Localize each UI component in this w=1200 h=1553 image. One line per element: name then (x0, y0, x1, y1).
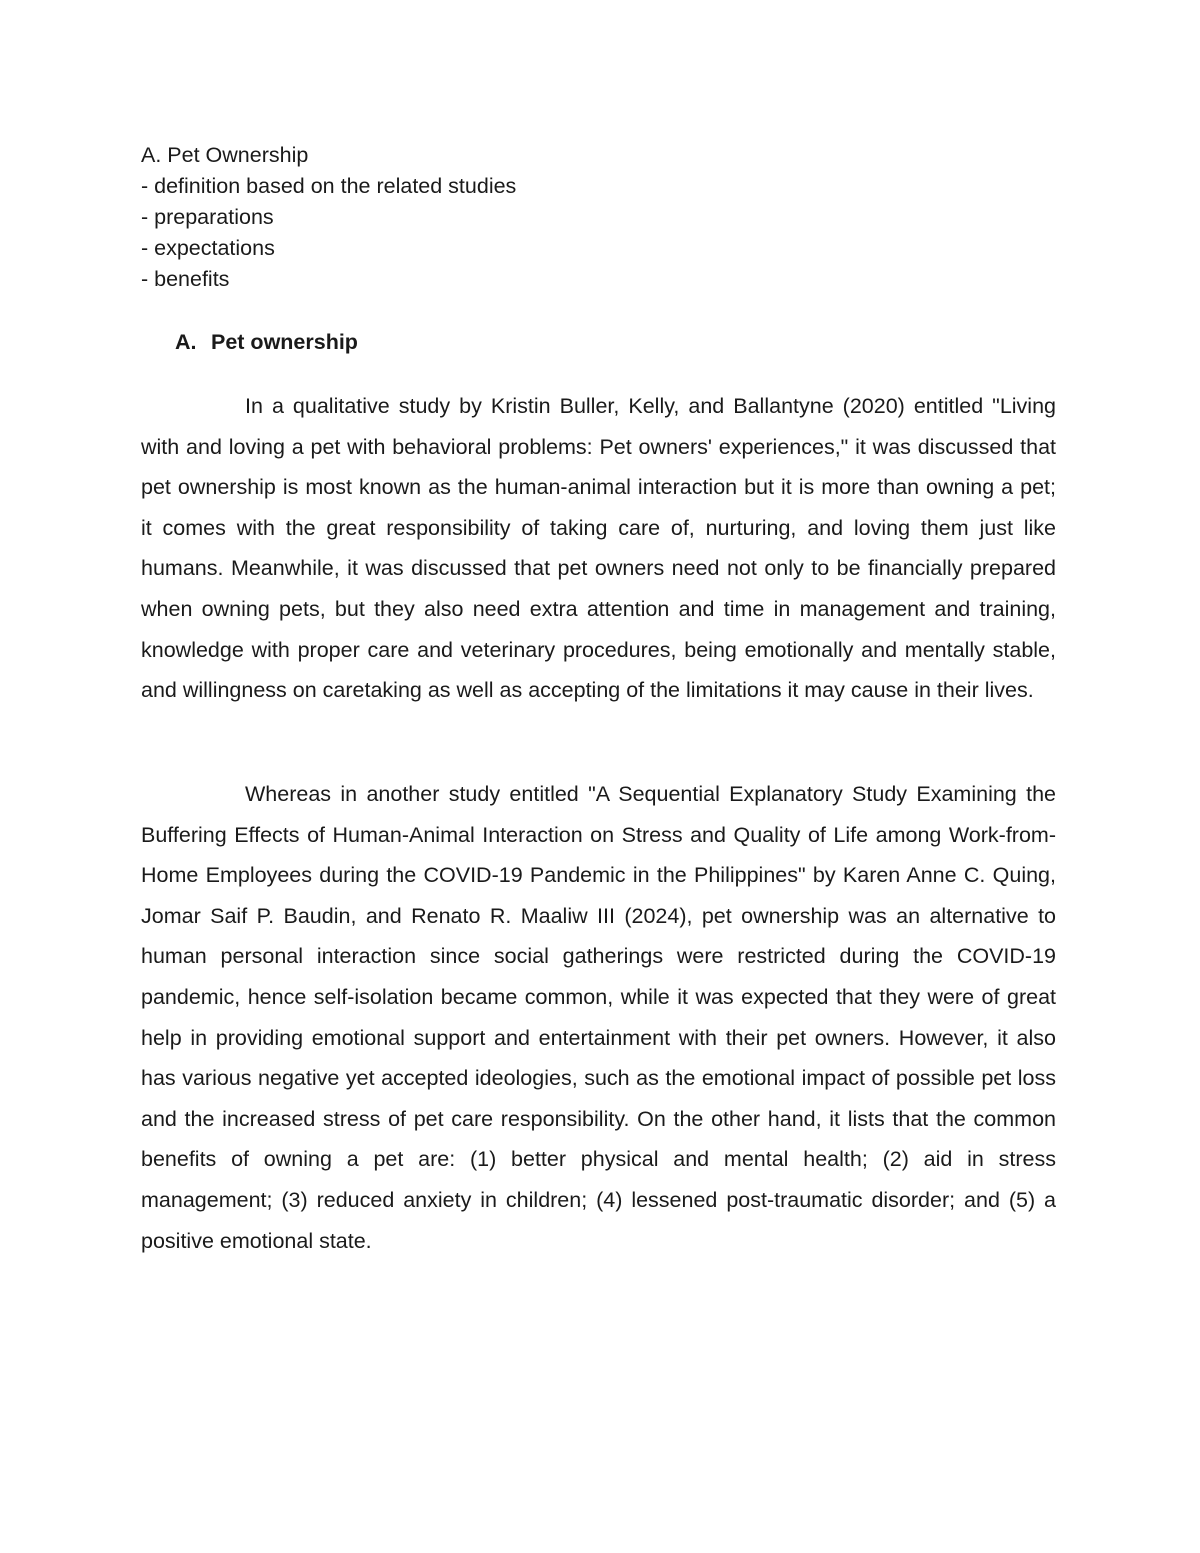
body-paragraph: Whereas in another study entitled "A Sequential Explanatory Study Examining the Buffering Effects of Human-Animal Interaction on Stress and Quality of Life among Work-from-Home Employees during the COVID-19 Pandemic in the Philippines" by Karen Anne C. Quing, Jomar Saif P. Baudin, and Renato R. Maaliw III (2024), pet ownership was an alternative to human personal interaction since social gatherings were restricted during the COVID-19 pandemic, hence self-isolation became common, while it was expected that they were of great help in providing emotional support and entertainment with their pet owners. However, it also has various negative yet accepted ideologies, such as the emotional impact of possible pet loss and the increased stress of pet care responsibility. On the other hand, it lists that the common benefits of owning a pet are: (1) better physical and mental health; (2) aid in stress management; (3) reduced anxiety in children; (4) lessened post-traumatic disorder; and (5) a positive emotional state. (141, 782, 1056, 1253)
section-heading (175, 326, 358, 358)
section-heading-title: Pet ownership (211, 330, 358, 354)
body-paragraph: In a qualitative study by Kristin Buller, Kelly, and Ballantyne (2020) entitled "Living with and loving a pet with behavioral problems: Pet owners' experiences," it was discussed that pet ownership is most known as the human-animal interaction but it is more than owning a pet; it comes with the great responsibility of taking care of, nurturing, and loving them just like humans. Meanwhile, it was discussed that pet owners need not only to be financially prepared when owning pets, but they also need extra attention and time in management and training, knowledge with proper care and veterinary procedures, being emotionally and mentally stable, and willingness on caretaking as well as accepting of the limitations it may cause in their lives. (141, 394, 1056, 703)
outline-title: A. Pet Ownership (141, 143, 309, 167)
section-heading-letter: A. (175, 330, 197, 354)
outline-item: - expectations (141, 236, 275, 260)
outline-item: - definition based on the related studies (141, 174, 517, 198)
outline-item: - preparations (141, 205, 274, 229)
outline-block (141, 140, 1041, 295)
outline-item: - benefits (141, 267, 230, 291)
